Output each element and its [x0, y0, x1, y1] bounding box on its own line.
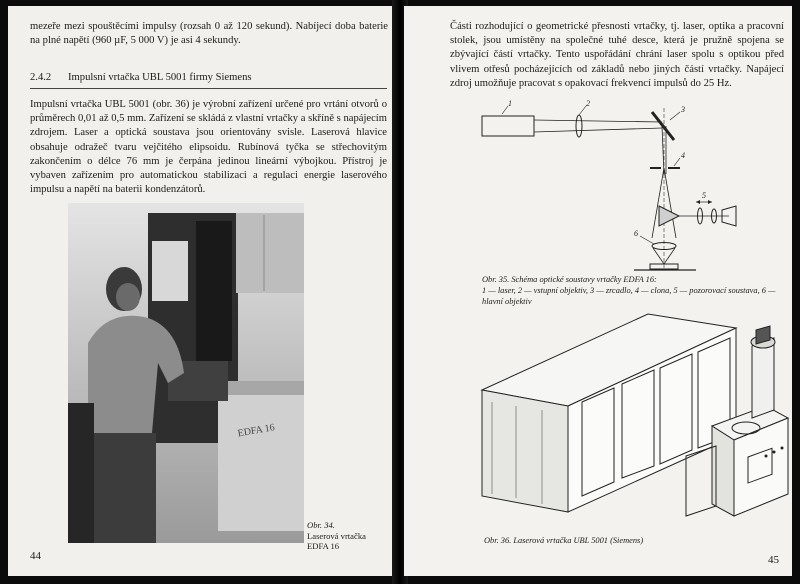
right-page: [404, 6, 792, 576]
photo-machine-label: EDFA 16: [236, 422, 276, 440]
section-rule: [30, 88, 387, 89]
figure-36-caption: Obr. 36. Laserová vrtačka UBL 5001 (Siemens): [484, 536, 644, 545]
figure-34-caption: [307, 520, 366, 552]
section-title: Impulsní vrtačka UBL 5001 firmy Siemens: [68, 72, 252, 83]
photo-illustration: [68, 203, 304, 543]
diagram-label-2: 2: [586, 99, 590, 108]
diagram-label-1: 1: [508, 99, 512, 108]
figure-34-caption-line: Obr. 34.: [307, 520, 335, 530]
left-body-paragraph: Impulsní vrtačka UBL 5001 (obr. 36) je výrobní zařízení určené pro vrtání otvorů o průměrech 0,01 až 0,5 mm. Zařízení se skládá z vlastní vrtačky a skříně s napájecím zdrojem. Laser a optická soustava jsou orientovány svisle. Laserová hlavice obsahuje odražeč tvaru vejčitého elipsoidu. Rubínová tyčka se střechovitým zakončením o délce 76 mm je čerpána jedinou lineární výbojkou. Přístroj je vybaven zařízením pro automatickou stabilizaci a regulaci energie laserového impulsu a napětí na baterii kondenzátorů.: [30, 99, 387, 196]
optical-schematic-diagram: [474, 98, 754, 274]
left-top-paragraph: mezeře mezi spouštěcími impulsy (rozsah 0 až 120 sekund). Nabíjecí doba baterie na plné napětí (960 µF, 5 000 V) je asi 4 sekundy.: [30, 21, 388, 47]
left-page-number: 44: [30, 550, 41, 562]
figure-34-caption-line: EDFA 16: [307, 541, 340, 551]
diagram-label-5: 5: [702, 191, 706, 200]
photo-laser-drill: [68, 203, 304, 543]
diagram-label-6: 6: [634, 229, 638, 238]
figure-35-caption-title: Obr. 35. Schéma optické soustavy vrtačky EDFA 16:: [482, 275, 657, 284]
left-page: [8, 6, 396, 576]
diagram-label-3: 3: [681, 105, 685, 114]
figure-35-caption-text: 1 — laser, 2 — vstupní objektiv, 3 — zrcadlo, 4 — clona, 5 — pozorovací soustava, 6 — hlavní objektiv: [482, 286, 776, 306]
right-top-paragraph: Části rozhodující o geometrické přesnosti vrtačky, tj. laser, optika a pracovní stolek, jsou umístěny na společné tuhé desce, která je pružně spojena se zbývající částí vrtačky. Tento uspořádání chrání laser spolu s optikou před vlivem otřesů pocházejících od základů nebo jiných částí vrtačky. Napájecí zdroj umožňuje pracovat s opakovací frekvencí impulsů do 25 Hz.: [450, 21, 784, 89]
figure-35-caption: [482, 274, 782, 307]
section-number: 2.4.2: [30, 72, 52, 83]
right-page-number: 45: [768, 554, 779, 566]
figure-34-caption-line: Laserová vrtačka: [307, 530, 366, 541]
diagram-label-4: 4: [681, 151, 685, 160]
isometric-machine-drawing: [476, 306, 792, 532]
section-heading: [30, 72, 252, 83]
